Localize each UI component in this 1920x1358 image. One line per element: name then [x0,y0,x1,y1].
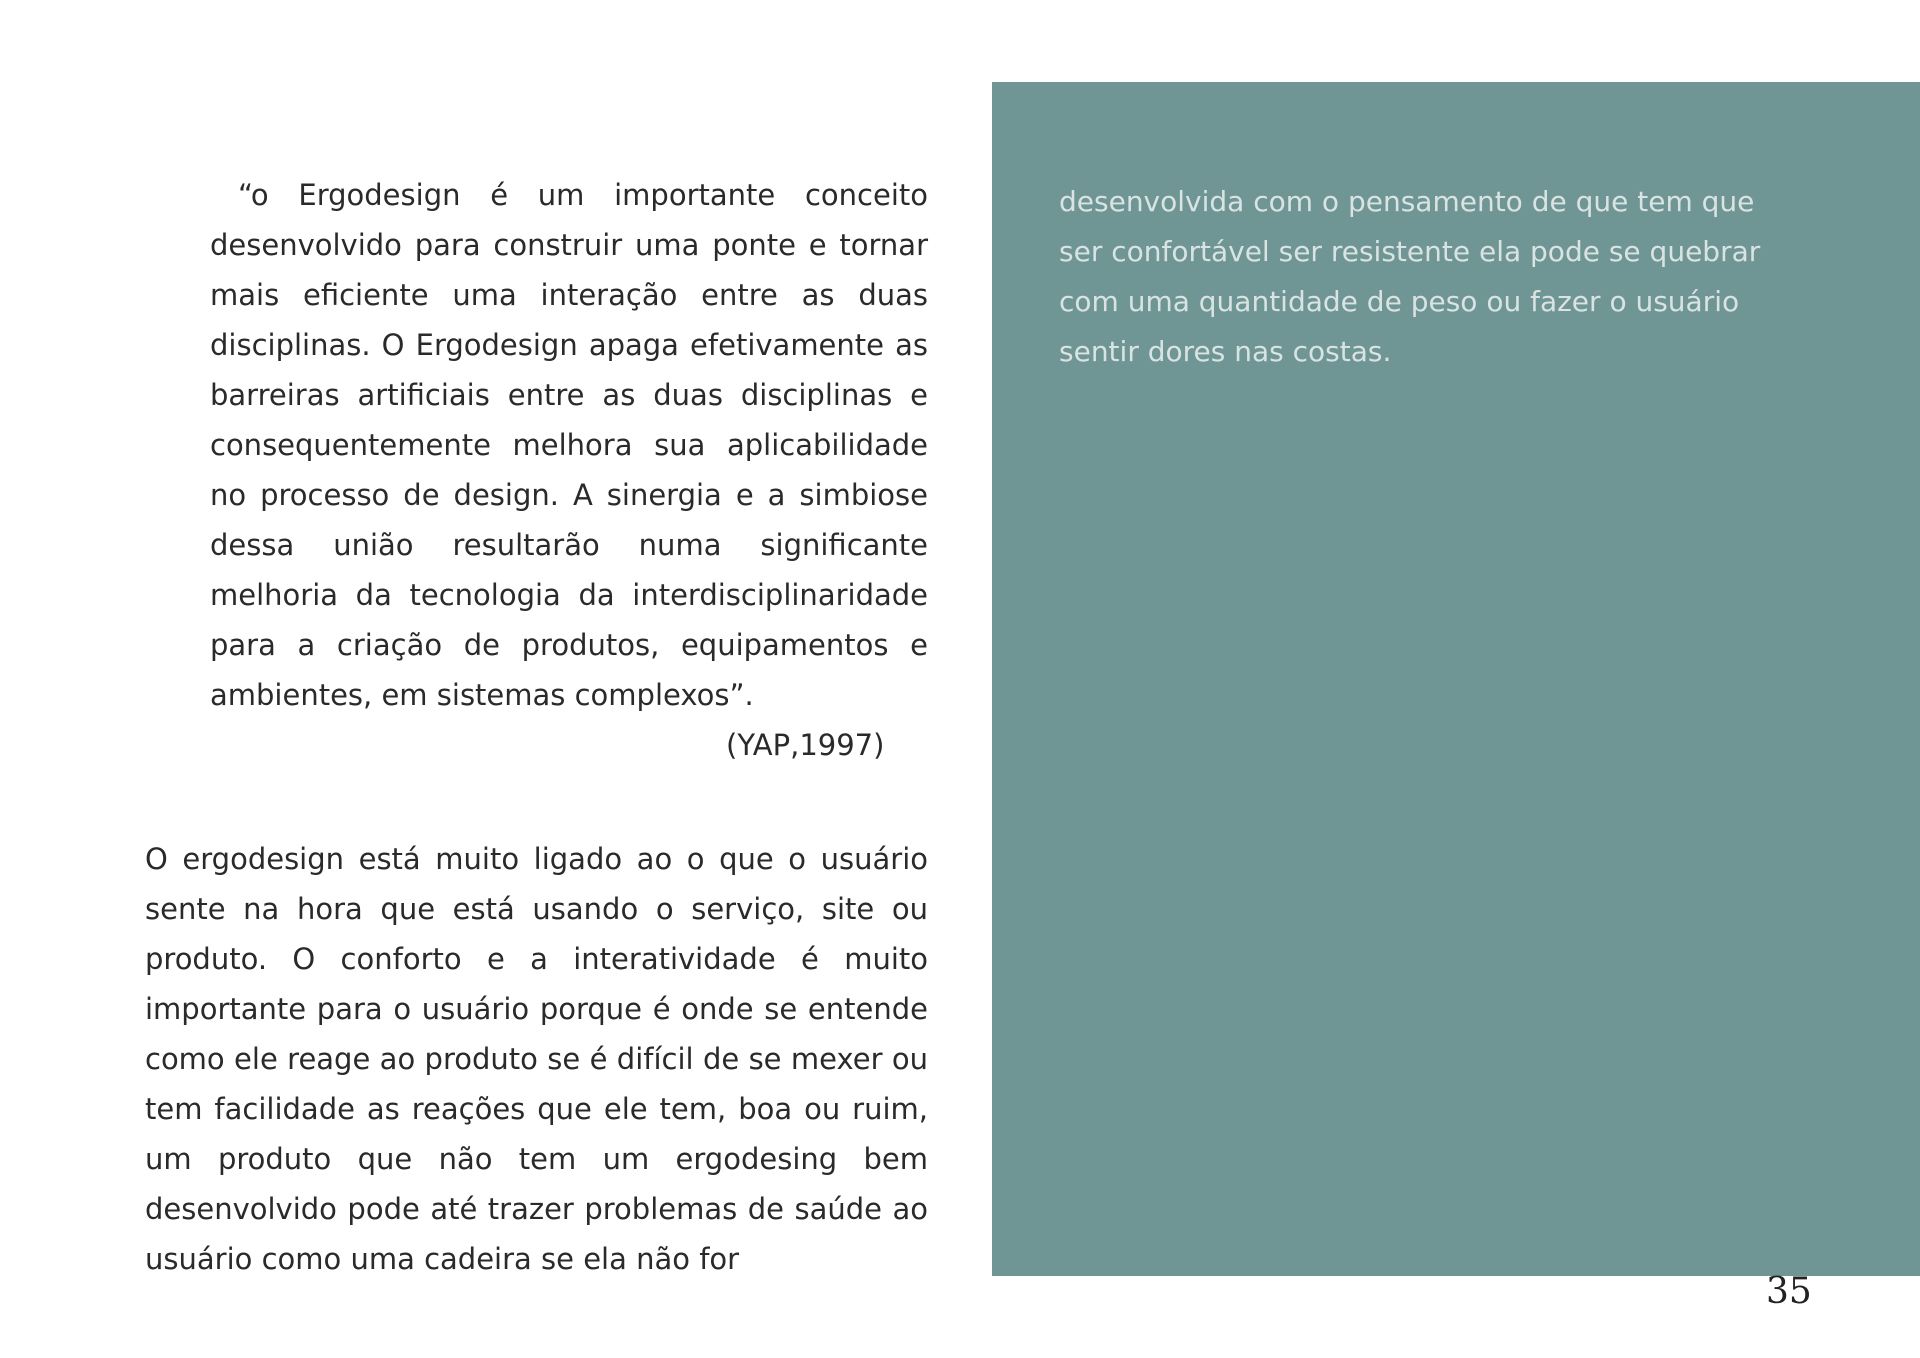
page-number: 35 [1766,1271,1812,1312]
panel-paragraph: desenvolvida com o pensamento de que tem que ser confortável ser resistente ela pode se quebrar com uma quantidade de peso ou fazer o usuário sentir dores nas costas. [1059,185,1761,368]
block-quote: “o Ergodesign é um importante conceito desenvolvido para construir uma ponte e tornar mais eficiente uma interação entre as duas disciplinas. O Ergodesign apaga efetivamente as barreiras artificiais entre as duas disciplinas e consequentemente melhora sua aplicabilidade no processo de design. A sinergia e a simbiose dessa união resultarão numa significante melhoria da tecnologia da interdisciplinaridade para a criação de produtos, equipamentos e ambientes, em sistemas complexos”. [210,178,928,712]
body-paragraph: O ergodesign está muito ligado ao o que o usuário sente na hora que está usando o serviço, site ou produto. O conforto e a interatividade é muito importante para o usuário porque é onde se entende como ele reage ao produto se é difícil de se mexer ou tem facilidade as reações que ele tem, boa ou ruim, um produto que não tem um ergodesing bem desenvolvido pode até trazer problemas de saúde ao usuário como uma cadeira se ela não for [145,842,928,1276]
quote-citation: (YAP,1997) [726,728,885,762]
